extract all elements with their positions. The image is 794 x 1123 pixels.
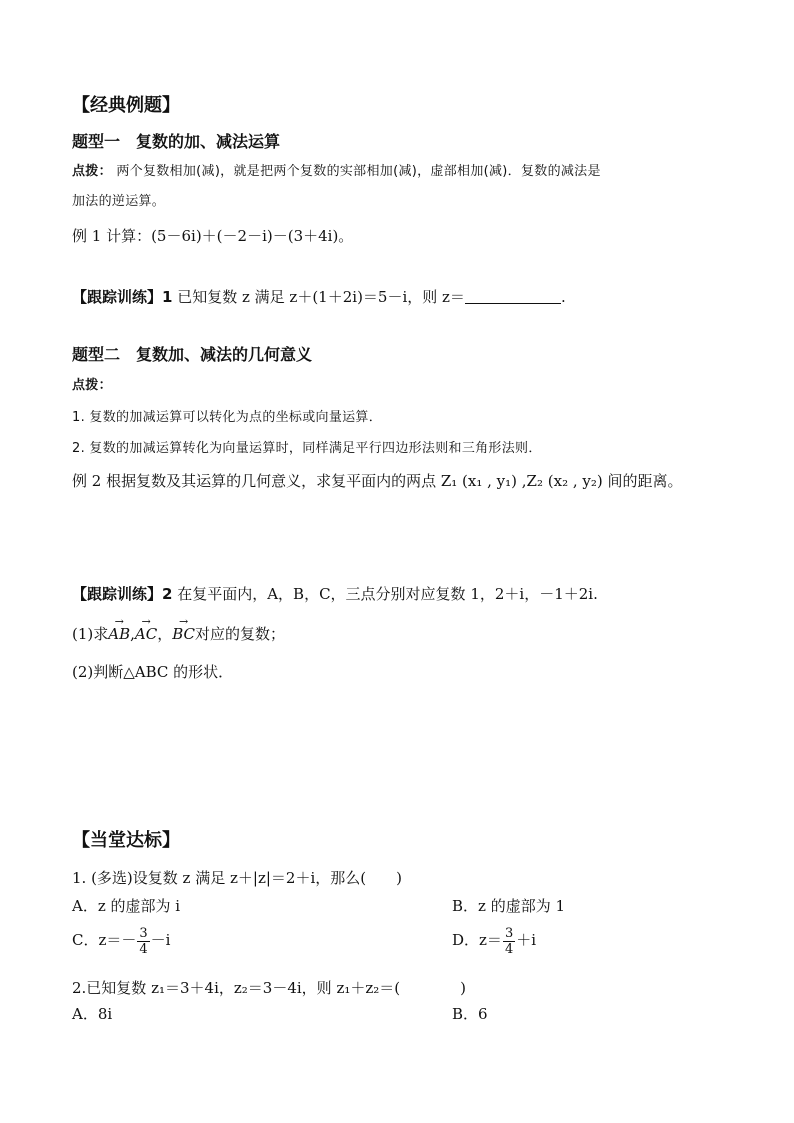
- question-2-stem: 2.已知复数 z₁＝3＋4i，z₂＝3－4i，则 z₁＋z₂＝( ): [72, 979, 466, 997]
- type2-tip2: 2. 复数的加减运算转化为向量运算时，同样满足平行四边形法则和三角形法则．: [72, 441, 542, 456]
- vector-ac: → AC: [135, 624, 157, 644]
- section-heading-practice: 【当堂达标】: [72, 830, 180, 851]
- question-1-row-ab: [72, 896, 566, 916]
- follow-up-text: 已知复数 z 满足 z＋(1＋2i)＝5－i，则 z＝: [172, 288, 465, 306]
- vector-bc: → BC: [172, 624, 195, 644]
- fraction-three-quarters: [503, 926, 515, 957]
- option-c-prefix: C．z＝－: [72, 931, 137, 949]
- sub-question-1: (1)求→ AB,→ AC，→ BC对应的复数；: [72, 624, 285, 644]
- numerator: 3: [139, 925, 148, 941]
- option-b[interactable]: B．6: [452, 1005, 488, 1023]
- vector-ab: → AB: [108, 624, 130, 644]
- type1-title: 题型一 复数的加、减法运算: [72, 132, 281, 151]
- q1-prefix: (1)求: [72, 625, 109, 643]
- answer-blank[interactable]: [465, 288, 561, 304]
- question-1-stem: 1. (多选)设复数 z 满足 z＋|z|＝2＋i，那么( ): [72, 869, 402, 887]
- option-b[interactable]: B．z 的虚部为 1: [452, 897, 566, 915]
- option-c[interactable]: [72, 925, 171, 957]
- option-a[interactable]: A．8i: [72, 1005, 113, 1023]
- q1-suffix: 对应的复数；: [195, 625, 286, 643]
- follow-up-label: 【跟踪训练】1: [72, 288, 173, 306]
- tip-text: 两个复数相加(减)，就是把两个复数的实部相加(减)，虚部相加(减)．复数的减法是: [116, 164, 601, 179]
- type2-tip-label: 点拨：: [72, 378, 112, 393]
- question-1-row-cd: [72, 922, 537, 958]
- follow-up-text: 在复平面内，A，B，C，三点分别对应复数 1，2＋i，－1＋2i.: [172, 585, 598, 603]
- period: .: [560, 288, 566, 306]
- option-a[interactable]: A．z 的虚部为 i: [72, 897, 181, 915]
- question-2-row-ab: [72, 1004, 488, 1024]
- type2-title: 题型二 复数加、减法的几何意义: [72, 345, 313, 364]
- section-heading-examples: 【经典例题】: [72, 95, 180, 116]
- example-2: 例 2 根据复数及其运算的几何意义，求复平面内的两点 Z₁ (x₁ , y₁) ,Z₂ (x₂ , y₂) 间的距离。: [72, 472, 683, 490]
- denominator: 4: [504, 941, 514, 957]
- tip-label: 点拨：: [72, 164, 112, 179]
- sub-question-2: (2)判断△ABC 的形状．: [72, 663, 234, 681]
- fraction-three-quarters: [137, 926, 149, 957]
- option-d[interactable]: [452, 922, 536, 958]
- type2-tip1: 1. 复数的加减运算可以转化为点的坐标或向量运算．: [72, 410, 383, 425]
- type1-tip-line1: [72, 162, 601, 182]
- option-d-suffix: ＋i: [516, 931, 537, 949]
- option-d-prefix: D．z＝: [452, 931, 502, 949]
- follow-up-label: 【跟踪训练】2: [72, 585, 173, 603]
- denominator: 4: [139, 941, 148, 957]
- follow-up-2: [72, 584, 598, 604]
- option-c-suffix: －i: [150, 931, 171, 949]
- type1-tip-line2: 加法的逆运算。: [72, 194, 166, 209]
- example-1: 例 1 计算：(5－6i)＋(－2－i)－(3＋4i)。: [72, 227, 354, 245]
- numerator: 3: [504, 925, 514, 941]
- follow-up-1: [72, 287, 566, 307]
